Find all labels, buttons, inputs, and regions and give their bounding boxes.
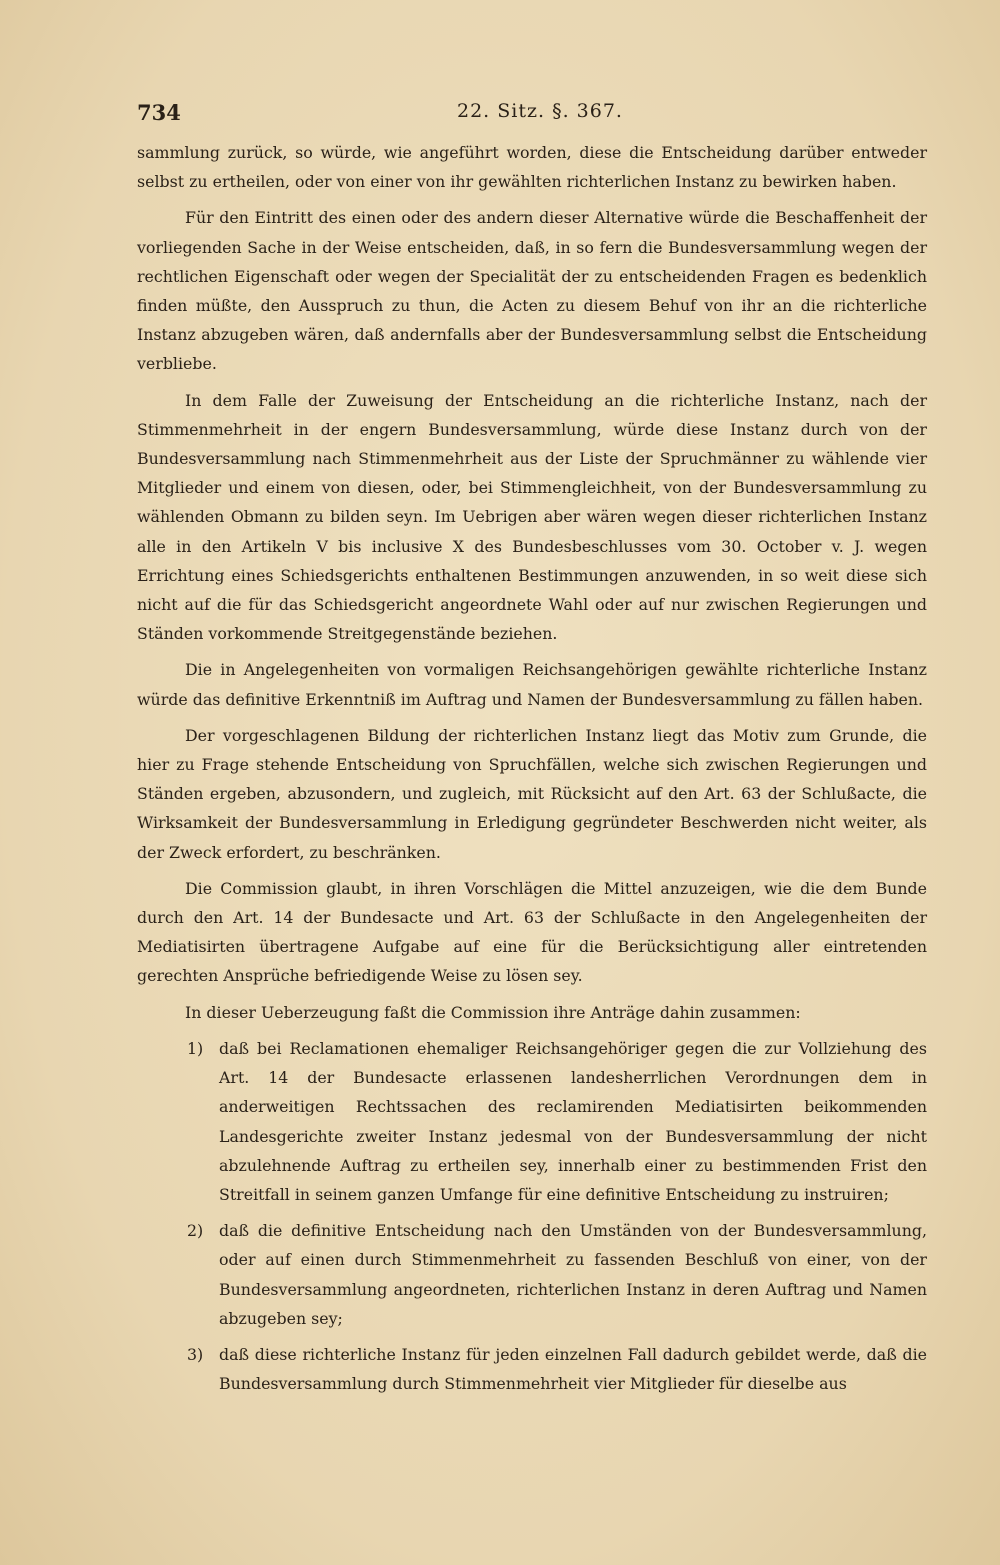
list-item (137, 1034, 927, 1209)
list-item-text: daß die definitive Entscheidung nach den Umständen von der Bundesversammlung, oder auf einen durch Stimmenmehrheit zu fassenden Beschluß von einer, von der Bundesversammlung angeordneten, richterlichen Instanz in deren Auftrag und Namen abzugeben sey; (219, 1221, 927, 1328)
page-body (137, 138, 927, 1398)
paragraph: Der vorgeschlagenen Bildung der richterlichen Instanz liegt das Motiv zum Grunde, die hier zu Frage stehende Entscheidung von Spruchfällen, welche sich zwischen Regierungen und Ständen ergeben, abzusondern, und zugleich, mit Rücksicht auf den Art. 63 der Schlußacte, die Wirksamkeit der Bundesversammlung in Erledigung gegründeter Beschwerden nicht weiter, als der Zweck erfordert, zu beschränken. (137, 725, 927, 862)
list-item-text: daß bei Reclamationen ehemaliger Reichsangehöriger gegen die zur Vollziehung des Art. 14 der Bundesacte erlassenen landesherrlichen Verordnungen dem in anderweitigen Rechtssachen des reclamirenden Mediatisirten beikommenden Landesgerichte zweiter Instanz jedesmal von der Bundesversammlung der nicht abzulehnende Auftrag zu ertheilen sey, innerhalb einer zu bestimmenden Frist den Streitfall in seinem ganzen Umfange für eine definitive Entscheidung zu instruiren; (219, 1038, 927, 1204)
list-item-number: 2) (187, 1221, 204, 1241)
list-item-text: daß diese richterliche Instanz für jeden einzelnen Fall dadurch gebildet werde, daß die Bundesversammlung durch Stimmenmehrheit vier Mitglieder für dieselbe aus (219, 1344, 927, 1394)
paragraph: Die Commission glaubt, in ihren Vorschlägen die Mittel anzuzeigen, wie die dem Bunde durch den Art. 14 der Bundesacte und Art. 63 der Schlußacte in den Angelegenheiten der Mediatisirten übertragene Aufgabe auf eine für die Berücksichtigung aller eintretenden gerechten Ansprüche befriedigende Weise zu lösen sey. (137, 878, 927, 986)
paragraph-intro-list: In dieser Ueberzeugung faßt die Commission ihre Anträge dahin zusammen: (185, 1002, 801, 1022)
page-header (137, 100, 925, 132)
list-item (137, 1340, 927, 1398)
page-number: 734 (137, 100, 181, 125)
list-item-number: 3) (187, 1344, 204, 1364)
list-item (137, 1216, 927, 1333)
paragraph: In dem Falle der Zuweisung der Entscheidung an die richterliche Instanz, nach der Stimmenmehrheit in der engern Bundesversammlung, würde diese Instanz durch von der Bundesversammlung nach Stimmenmehrheit aus der Liste der Spruchmänner zu wählende vier Mitglieder und einem von diesen, oder, bei Stimmengleichheit, von der Bundesversammlung zu wählenden Obmann zu bilden seyn. Im Uebrigen aber wären wegen dieser richterlichen Instanz alle in den Artikeln V bis inclusive X des Bundesbeschlusses vom 30. October v. J. wegen Errichtung eines Schiedsgerichts enthaltenen Bestimmungen anzuwenden, in so weit diese sich nicht auf die für das Schiedsgericht angeordnete Wahl oder auf nur zwischen Regierungen und Ständen vorkommende Streitgegenstände beziehen. (137, 390, 927, 644)
paragraph: Die in Angelegenheiten von vormaligen Reichsangehörigen gewählte richterliche Instanz würde das definitive Erkenntniß im Auftrag und Namen der Bundesversammlung zu fällen haben. (137, 660, 927, 709)
running-title: 22. Sitz. §. 367. (457, 100, 623, 122)
list-item-number: 1) (187, 1038, 204, 1058)
paragraph: Für den Eintritt des einen oder des andern dieser Alternative würde die Beschaffenheit der vorliegenden Sache in der Weise entscheiden, daß, in so fern die Bundesversammlung wegen der rechtlichen Eigenschaft oder wegen der Specialität der zu entscheidenden Fragen es bedenklich finden müßte, den Ausspruch zu thun, die Acten zu diesem Behuf von ihr an die richterliche Instanz abzugeben wären, daß andernfalls aber der Bundesversammlung selbst die Entscheidung verbliebe. (137, 208, 927, 374)
paragraph-continuation: sammlung zurück, so würde, wie angeführt worden, diese die Entscheidung darüber entweder selbst zu ertheilen, oder von einer von ihr gewählten richterlichen Instanz zu bewirken haben. (137, 143, 927, 192)
